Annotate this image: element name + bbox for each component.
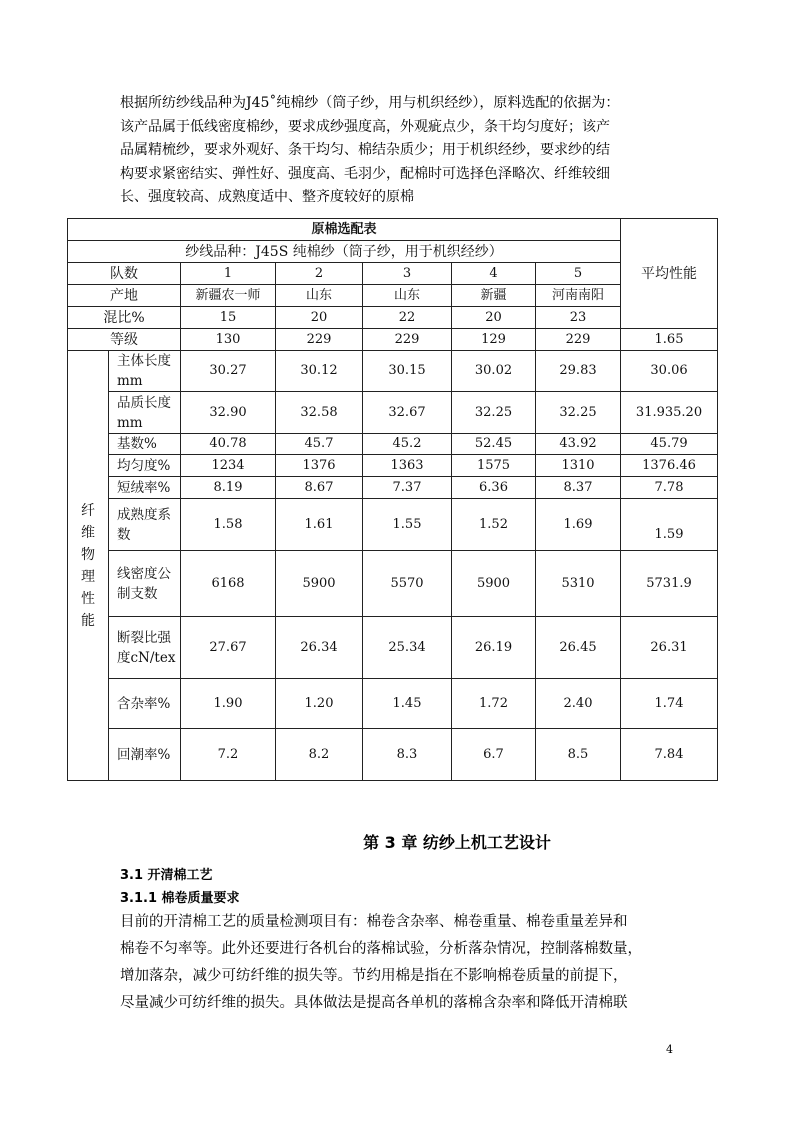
table-cell: 229 bbox=[363, 329, 452, 351]
table-cell: 32.58 bbox=[276, 392, 363, 434]
table-cell: 7.2 bbox=[181, 729, 276, 781]
group-label-char: 维 bbox=[81, 524, 95, 541]
table-cell: 1.69 bbox=[536, 499, 621, 551]
row-label: 回潮率% bbox=[109, 729, 181, 781]
table-row bbox=[68, 477, 718, 499]
table-cell: 1234 bbox=[181, 455, 276, 477]
avg-cell: 26.31 bbox=[621, 617, 718, 679]
table-cell: 1310 bbox=[536, 455, 621, 477]
table-cell: 1.90 bbox=[181, 679, 276, 729]
table-row bbox=[68, 351, 718, 392]
table-row bbox=[68, 329, 718, 351]
table-row bbox=[68, 499, 718, 551]
table-row bbox=[68, 617, 718, 679]
body-line: 增加落杂，减少可纺纤维的损失等。节约用棉是指在不影响棉卷质量的前提下， bbox=[120, 968, 628, 984]
table-subtitle: 纱线品种：J45S 纯棉纱（筒子纱，用于机织经纱） bbox=[68, 241, 621, 263]
table-cell: 22 bbox=[363, 307, 452, 329]
table-cell: 130 bbox=[181, 329, 276, 351]
table-row bbox=[68, 455, 718, 477]
table-cell: 229 bbox=[536, 329, 621, 351]
avg-header: 平均性能 bbox=[621, 219, 718, 329]
table-cell: 52.45 bbox=[452, 434, 536, 455]
body-line: 目前的开清棉工艺的质量检测项目有：棉卷含杂率、棉卷重量、棉卷重量差异和 bbox=[120, 914, 628, 930]
avg-cell: 45.79 bbox=[621, 434, 718, 455]
avg-cell: 7.78 bbox=[621, 477, 718, 499]
table-cell: 26.19 bbox=[452, 617, 536, 679]
group-label-char: 纤 bbox=[81, 502, 95, 519]
table-cell: 32.90 bbox=[181, 392, 276, 434]
table-cell: 26.45 bbox=[536, 617, 621, 679]
table-cell: 2 bbox=[276, 263, 363, 285]
table-cell: 30.27 bbox=[181, 351, 276, 392]
table-cell: 229 bbox=[276, 329, 363, 351]
table-cell: 25.34 bbox=[363, 617, 452, 679]
group-label-char: 理 bbox=[81, 568, 95, 585]
row-label: 等级 bbox=[68, 329, 181, 351]
table-cell: 5310 bbox=[536, 551, 621, 617]
body-line: 尽量减少可纺纤维的损失。具体做法是提高各单机的落棉含杂率和降低开清棉联 bbox=[120, 995, 628, 1011]
row-label: 队数 bbox=[68, 263, 181, 285]
row-label: 产地 bbox=[68, 285, 181, 307]
avg-cell: 7.84 bbox=[621, 729, 718, 781]
row-label: 短绒率% bbox=[109, 477, 181, 499]
table-cell: 40.78 bbox=[181, 434, 276, 455]
avg-cell: 31.935.20 bbox=[621, 392, 718, 434]
fiber-properties-label bbox=[68, 351, 109, 781]
table-cell: 20 bbox=[452, 307, 536, 329]
table-cell: 1.45 bbox=[363, 679, 452, 729]
row-label: 成熟度系数 bbox=[109, 499, 181, 551]
row-label: 线密度公制支数 bbox=[109, 551, 181, 617]
table-cell: 5900 bbox=[452, 551, 536, 617]
table-cell: 7.37 bbox=[363, 477, 452, 499]
table-cell: 26.34 bbox=[276, 617, 363, 679]
table-cell: 1.55 bbox=[363, 499, 452, 551]
table-cell: 6.7 bbox=[452, 729, 536, 781]
table-cell: 5 bbox=[536, 263, 621, 285]
table-cell: 2.40 bbox=[536, 679, 621, 729]
body-line: 棉卷不匀率等。此外还要进行各机台的落棉试验，分析落杂情况，控制落棉数量， bbox=[120, 941, 642, 957]
table-row bbox=[68, 679, 718, 729]
table-cell: 5570 bbox=[363, 551, 452, 617]
table-cell: 8.2 bbox=[276, 729, 363, 781]
table-row bbox=[68, 551, 718, 617]
table-cell: 1376 bbox=[276, 455, 363, 477]
table-cell: 8.67 bbox=[276, 477, 363, 499]
table-cell: 129 bbox=[452, 329, 536, 351]
table-cell: 30.12 bbox=[276, 351, 363, 392]
intro-line: 该产品属于低线密度棉纱，要求成纱强度高，外观疵点少，条干均匀度好；该产 bbox=[120, 118, 610, 135]
row-label: 混比% bbox=[68, 307, 181, 329]
table-cell: 20 bbox=[276, 307, 363, 329]
table-cell: 23 bbox=[536, 307, 621, 329]
table-cell: 4 bbox=[452, 263, 536, 285]
body-paragraph bbox=[120, 909, 682, 1017]
table-cell: 3 bbox=[363, 263, 452, 285]
intro-line: 长、强度较高、成熟度适中、整齐度较好的原棉 bbox=[120, 189, 414, 205]
table-row bbox=[68, 307, 718, 329]
row-label: 断裂比强度cN/tex bbox=[109, 617, 181, 679]
subsection-heading: 3.1.1 棉卷质量要求 bbox=[120, 891, 240, 906]
table-cell: 32.25 bbox=[536, 392, 621, 434]
intro-paragraph bbox=[120, 92, 682, 210]
table-cell: 45.2 bbox=[363, 434, 452, 455]
table-cell: 1.72 bbox=[452, 679, 536, 729]
intro-line: 构要求紧密结实、弹性好、强度高、毛羽少，配棉时可选择色泽略次、纤维较细 bbox=[120, 165, 610, 182]
table-cell: 1.61 bbox=[276, 499, 363, 551]
table-cell: 1.58 bbox=[181, 499, 276, 551]
table-cell: 8.3 bbox=[363, 729, 452, 781]
table-cell: 15 bbox=[181, 307, 276, 329]
avg-cell: 5731.9 bbox=[621, 551, 718, 617]
table-cell: 6.36 bbox=[452, 477, 536, 499]
row-label: 均匀度% bbox=[109, 455, 181, 477]
group-label-char: 物 bbox=[81, 546, 95, 563]
table-cell: 新疆 bbox=[452, 285, 536, 307]
table-cell: 山东 bbox=[276, 285, 363, 307]
table-cell: 8.37 bbox=[536, 477, 621, 499]
group-label-char: 能 bbox=[81, 612, 95, 629]
table-cell: 30.02 bbox=[452, 351, 536, 392]
avg-cell: 1.65 bbox=[621, 329, 718, 351]
table-cell: 32.25 bbox=[452, 392, 536, 434]
table-cell: 32.67 bbox=[363, 392, 452, 434]
table-row bbox=[68, 729, 718, 781]
table-cell: 1575 bbox=[452, 455, 536, 477]
table-cell: 河南南阳 bbox=[536, 285, 621, 307]
intro-line: 品属精梳纱，要求外观好、条干均匀、棉结杂质少；用于机织经纱，要求纱的结 bbox=[120, 142, 610, 158]
avg-cell: 30.06 bbox=[621, 351, 718, 392]
page-number: 4 bbox=[666, 1043, 673, 1056]
table-row bbox=[68, 392, 718, 434]
table-cell: 1.52 bbox=[452, 499, 536, 551]
row-label: 基数% bbox=[109, 434, 181, 455]
group-label-char: 性 bbox=[81, 590, 95, 607]
table-cell: 29.83 bbox=[536, 351, 621, 392]
table-cell: 8.5 bbox=[536, 729, 621, 781]
intro-line: 根据所纺纱线品种为J45˚纯棉纱（筒子纱，用与机织经纱），原料选配的依据为： bbox=[120, 95, 620, 111]
table-cell: 新疆农一师 bbox=[181, 285, 276, 307]
table-cell: 1.20 bbox=[276, 679, 363, 729]
table-cell: 5900 bbox=[276, 551, 363, 617]
avg-cell: 1.59 bbox=[621, 499, 718, 551]
table-row bbox=[68, 263, 718, 285]
section-heading: 3.1 开清棉工艺 bbox=[120, 868, 213, 883]
table-cell: 1 bbox=[181, 263, 276, 285]
avg-cell: 1.74 bbox=[621, 679, 718, 729]
table-row bbox=[68, 434, 718, 455]
row-label: 主体长度mm bbox=[109, 351, 181, 392]
table-cell: 6168 bbox=[181, 551, 276, 617]
avg-cell: 1376.46 bbox=[621, 455, 718, 477]
table-cell: 27.67 bbox=[181, 617, 276, 679]
table-title: 原棉选配表 bbox=[68, 219, 621, 241]
table-cell: 山东 bbox=[363, 285, 452, 307]
row-label: 含杂率% bbox=[109, 679, 181, 729]
table-cell: 8.19 bbox=[181, 477, 276, 499]
table-cell: 45.7 bbox=[276, 434, 363, 455]
table-row bbox=[68, 285, 718, 307]
table-cell: 30.15 bbox=[363, 351, 452, 392]
table-cell: 43.92 bbox=[536, 434, 621, 455]
table-cell: 1363 bbox=[363, 455, 452, 477]
row-label: 品质长度mm bbox=[109, 392, 181, 434]
chapter-title: 第 3 章 纺纱上机工艺设计 bbox=[363, 833, 551, 852]
cotton-selection-table bbox=[67, 218, 718, 781]
